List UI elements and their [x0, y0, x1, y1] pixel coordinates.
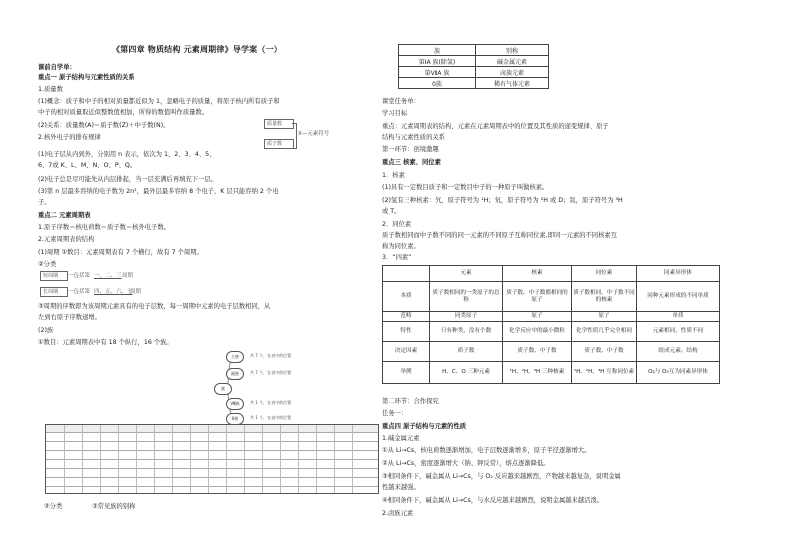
text-line: (1)电子层从内到外，分别用 n 表示，依次为 1、2、3、4、5、: [38, 151, 216, 158]
four-concepts-table: [382, 265, 720, 384]
text-line: 6、7或 K、L、M、N、O、P、Q。: [38, 162, 137, 169]
text-line: 称为同位素。: [382, 243, 420, 250]
text-line: 2.元素周期表的结构: [38, 236, 95, 243]
text-line: 质子数相同而中子数不同的同一元素的不同原子互称同位素,即同一元素的不同核素互: [382, 232, 617, 239]
node-group-8: Ⅷ族: [226, 398, 244, 410]
table-column: [64, 425, 65, 493]
text-line: (1)概念：质子和中子的相对质量都近似为 1，忽略电子的质量，将原子核内所有质子和: [38, 98, 280, 105]
table-cell: 举例: [383, 362, 430, 384]
table-row: [399, 67, 549, 78]
table-cell: ¹H、²H、³H 互称同位素: [572, 362, 637, 384]
note-main-group: 共 7 个，在表中的位置: [250, 353, 292, 358]
table-cell: 元素相同、性质不同: [637, 322, 720, 342]
table-row: [383, 312, 720, 322]
text-line: 学习目标: [382, 110, 408, 117]
text-line: ③周期的序数即为该周期元素具有的电子层数，每一周期中元素的电子层数相同，从: [38, 303, 271, 310]
long-period-value: 四、五、六、七: [94, 289, 133, 295]
table-cell: 范畴: [383, 312, 430, 322]
table-cell: 原子: [503, 312, 572, 322]
periodic-table-figure: [45, 424, 379, 494]
table-row: [46, 443, 378, 451]
table-header: 元素: [430, 266, 503, 282]
table-column: [316, 425, 317, 493]
table-cell: 化学性质几乎完全相同: [572, 322, 637, 342]
text-line: 2.核外电子的排布规律: [38, 134, 101, 141]
table-cell: 单质: [637, 312, 720, 322]
table-column: [190, 425, 191, 493]
table-column: [298, 425, 299, 493]
mass-box-top: 质量数: [264, 119, 294, 129]
node-main-group: 主族: [226, 351, 244, 363]
table-row: [383, 266, 720, 282]
table-row: [383, 342, 720, 362]
table-column: [136, 425, 137, 493]
classification-label: ②分类: [44, 503, 63, 510]
key-point-3: 重点三 核素、同位素: [382, 159, 441, 166]
text-line: 子。: [38, 199, 51, 206]
family-alias-table: [398, 44, 549, 89]
short-period-value: 一、二、三: [94, 273, 122, 279]
table-row: [383, 322, 720, 342]
node-sub-group: 副族: [226, 368, 244, 380]
text-line: (2)关系：质量数(A)＝质子数(Z)＋中子数(N)。: [38, 122, 170, 129]
table-cell: 同种元素形成的不同单质: [637, 282, 720, 312]
table-cell: 组成元素、结构: [637, 342, 720, 362]
text-line: (1)周期 ①数目：元素周期表有 7 个横行，故有 7 个周期。: [38, 249, 203, 256]
text-line: ②分类: [38, 261, 57, 268]
mass-box-bottom: 质子数: [264, 139, 294, 149]
table-cell: 同类原子: [430, 312, 503, 322]
table-cell: 第ⅦA 族: [399, 67, 476, 78]
table-row: [46, 452, 378, 460]
table-cell: 卤族元素: [476, 67, 549, 78]
table-column: [244, 425, 245, 493]
node-group-0: 0族: [226, 413, 244, 425]
note-group-0: 共 1 个，在表中的位置: [250, 415, 292, 420]
text-line: ③相同条件下，碱金属从 Li→Cs，与 O₂ 反应越来越剧烈，产物越来越复杂，说明金属: [382, 473, 621, 480]
table-cell: 稀有气体元素: [476, 78, 549, 89]
table-cell: 质子数、中子数都相同的原子: [503, 282, 572, 312]
table-column: [154, 425, 155, 493]
text-line: 左到右原子序数递增。: [38, 314, 101, 321]
text-line: 1．核素: [382, 172, 405, 179]
text-line: 1.碱金属元素: [382, 435, 420, 442]
table-cell: ¹H、²H、³H 三种核素: [503, 362, 572, 384]
table-row: [46, 461, 378, 469]
text-line: ①数目：元素周期表中有 18 个纵行，16 个族。: [38, 339, 173, 346]
short-period-label: 短周期: [40, 271, 68, 281]
table-cell: 质子数相同的一类原子的总称: [430, 282, 503, 312]
table-header: 同素异形体: [637, 266, 720, 282]
table-cell: 质子数: [430, 342, 503, 362]
pre-class-heading: 课前自学单：: [38, 64, 76, 71]
table-row: [46, 434, 378, 442]
table-cell: 只有种类，没有个数: [430, 322, 503, 342]
table-column: [118, 425, 119, 493]
table-row: [399, 56, 549, 67]
table-row: [383, 362, 720, 384]
key-point-1: 重点一 原子结构与元素性质的关系: [38, 74, 135, 81]
table-column: [172, 425, 173, 493]
table-cell: 决定因素: [383, 342, 430, 362]
text-line: 2.卤族元素: [382, 510, 414, 517]
short-period-tail: 周期: [122, 273, 134, 279]
in-class-heading: 课堂任务单：: [382, 98, 420, 105]
text-line: (1)具有一定数目质子和一定数目中子的一种原子叫做核素。: [382, 184, 549, 191]
table-column: [262, 425, 263, 493]
table-header: [383, 266, 430, 282]
text-line: 2．同位素: [382, 221, 412, 228]
table-cell: 原子: [572, 312, 637, 322]
text-line: 第二环节：合作探究: [382, 398, 439, 405]
table-row: [399, 78, 549, 89]
table-column: [352, 425, 353, 493]
family-alias-label: ③常见族的别称: [92, 503, 136, 510]
table-column: [82, 425, 83, 493]
table-column: [280, 425, 281, 493]
text-line: 或 T。: [382, 208, 401, 215]
text-line: 中子的相对质量取近似整数值相加，所得的数值叫作质量数。: [38, 109, 209, 116]
table-cell: 质子数、中子数: [503, 342, 572, 362]
text-line: 1.原子序数＝核电荷数＝质子数＝核外电子数。: [38, 224, 170, 231]
long-period-label: 长周期: [40, 287, 68, 297]
note-group-8: 共 1 个，在表中的位置: [250, 400, 292, 405]
text-line: ②从 Li→Cs，密度逐渐增大（钠、钾反常），熔点逐渐降低。: [382, 460, 550, 467]
table-cell: 特性: [383, 322, 430, 342]
table-column: [226, 425, 227, 493]
text-line: 重点：元素周期表的结构、元素在元素周期表中的位置及其性质的递变规律、原子: [382, 123, 609, 130]
mass-number-heading: 1.质量数: [38, 86, 63, 93]
table-cell: O₂与 O₃互为同素异形体: [637, 362, 720, 384]
table-row: [46, 470, 378, 478]
text-line: (3)第 n 层最多容纳的电子数为 2n²，最外层最多容纳 8 个电子，K 层只能容纳 2 个电: [38, 188, 279, 195]
table-header: 别称: [476, 45, 549, 56]
table-row: [383, 282, 720, 312]
table-header: 同位素: [572, 266, 637, 282]
table-header: 族: [399, 45, 476, 56]
table-header: 核素: [503, 266, 572, 282]
short-period-desc: 一包括第: [68, 273, 91, 279]
table-cell: 第ⅠA 族(除氢): [399, 56, 476, 67]
key-point-2: 重点二 元素周期表: [38, 212, 91, 219]
table-column: [334, 425, 335, 493]
text-line: 结构与元素性质的关系: [382, 134, 445, 141]
text-line: ①从 Li→Cs，核电荷数逐渐增加，电子层数逐渐增多，原子半径逐渐增大。: [382, 447, 591, 454]
table-column: [100, 425, 101, 493]
long-period-tail: 周期: [130, 289, 142, 295]
table-cell: 质子数相同、中子数不同的核素: [572, 282, 637, 312]
text-line: ④相同条件下，碱金属从 Li→Cs，与水反应越来越剧烈，说明金属越来越活泼。: [382, 497, 604, 504]
mass-box-label: X—元素符号: [298, 131, 330, 137]
node-family: 族: [214, 383, 232, 395]
table-cell: 0族: [399, 78, 476, 89]
table-column: [208, 425, 209, 493]
table-row: [46, 479, 378, 487]
note-sub-group: 共 7 个，在表中的位置: [250, 370, 292, 375]
table-row: [46, 425, 378, 433]
text-line: 3．“四素”: [382, 254, 412, 261]
text-line: 性越来越强。: [382, 484, 420, 491]
text-line: 任务一：: [382, 410, 408, 417]
table-cell: 质子数、中子数: [572, 342, 637, 362]
table-cell: 本质: [383, 282, 430, 312]
table-cell: 化学反应中的最小微粒: [503, 322, 572, 342]
key-point-4: 重点四 原子结构与元素的性质: [382, 423, 467, 430]
table-cell: 碱金属元素: [476, 56, 549, 67]
page-title: 《第四章 物质结构 元素周期律》导学案（一）: [112, 45, 282, 54]
long-period-desc: 一包括第: [68, 289, 91, 295]
text-line: (2)氢有三种核素：氕，原子符号为 ¹H；氘，原子符号为 ²H 或 D；氚，原子符号为 ³H: [382, 197, 623, 204]
mass-box-brace: [292, 123, 297, 149]
text-line: 第一环节：创境激趣: [382, 146, 439, 153]
table-cell: H、C、O 三种元素: [430, 362, 503, 384]
table-row: [399, 45, 549, 56]
text-line: (2)族: [38, 327, 54, 334]
text-line: (2)电子总是尽可能先从内层排起，当一层充满后再填充下一层。: [38, 176, 217, 183]
